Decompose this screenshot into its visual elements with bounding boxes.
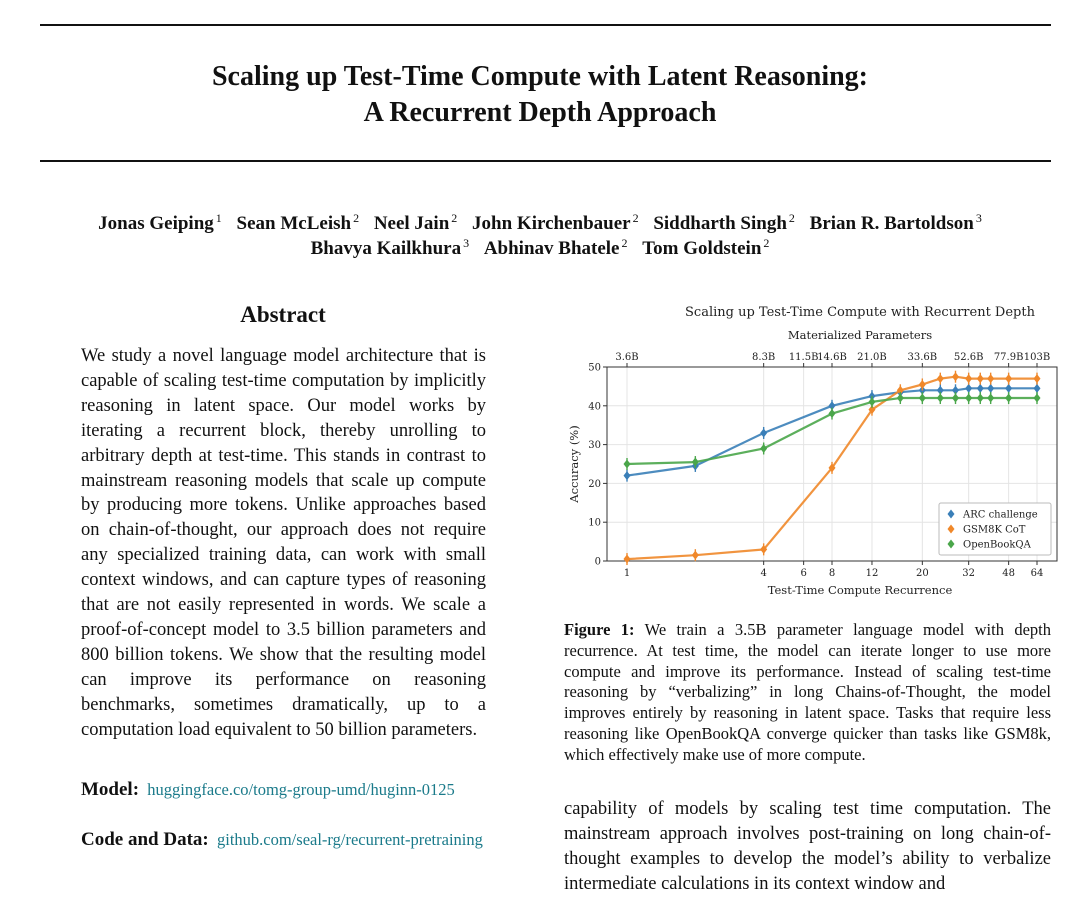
author: Neel Jain $^2$ [373,211,458,235]
x-tick-label: 32 [962,568,976,579]
data-point [760,428,767,437]
caption-text: We train a 3.5B parameter language model with depth recurrence. At test time, the model can iterate longer to use more compute and improve its performance. Instead of scaling test-time reasoning by “verbalizing” in long Chains-of-Thought, the model improves entirely by reasoning in latent space. Tasks that require less reasoning like OpenBookQA converge quicker than tasks like GSM8k, which effectively make use of more compute. [564,620,1051,764]
data-point [977,384,984,393]
data-point [937,394,944,403]
top-tick-label: 14.6B [817,352,847,363]
chart-title: Scaling up Test-Time Compute with Recurrent Depth [685,305,1035,320]
x-tick-label: 64 [1030,568,1044,579]
x-axis-label: Test-Time Compute Recurrence [767,583,953,597]
top-tick-label: 103B [1023,352,1051,363]
data-point [952,394,959,403]
top-tick-label: 11.5B [788,352,819,363]
y-axis-label: Accuracy (%) [567,425,581,503]
top-tick-label: 52.6B [953,352,984,363]
data-point [1034,384,1041,393]
body-text-column: capability of models by scaling test time computation. The mainstream approach involves post-training on long chain-of-thought examples to develop the model’s ability to verbalize intermediate calculations in its context window and [564,799,1051,894]
data-point [1005,384,1012,393]
code-link-block: Code and Data: github.com/seal-rg/recurrent-pretraining [81,829,483,850]
title-rule-top [40,24,1051,26]
data-point [1005,394,1012,403]
top-tick-label: 77.9B [993,352,1024,363]
data-point [977,394,984,403]
top-tick-label: 33.6B [907,352,938,363]
data-point [965,374,972,383]
x-tick-label: 4 [760,568,767,579]
y-tick-label: 20 [588,478,601,490]
y-tick-label: 0 [594,556,601,568]
author: Sean McLeish $^2$ [236,211,360,235]
author: Tom Goldstein $^2$ [642,236,770,260]
data-point [987,384,994,393]
data-point [977,374,984,383]
x-tick-label: 12 [865,568,879,579]
data-point [965,384,972,393]
author: Jonas Geiping $^1$ [98,211,222,235]
y-tick-label: 30 [588,440,601,452]
data-point [1005,374,1012,383]
code-link[interactable]: github.com/seal-rg/recurrent-pretraining [216,830,483,849]
top-axis-label: Materialized Parameters [787,328,933,342]
code-label: Code and Data [81,829,203,850]
y-tick-label: 50 [588,362,601,374]
author: Siddharth Singh $^2$ [653,211,795,235]
model-link[interactable]: huggingface.co/tomg-group-umd/huginn-0125 [147,780,455,799]
data-point [1034,394,1041,403]
author: Bhavya Kailkhura $^3$ [310,236,470,260]
legend-label: GSM8K CoT [963,524,1026,536]
data-point [1034,374,1041,383]
data-point [987,394,994,403]
figure-1 [560,298,1070,608]
y-tick-label: 40 [588,401,601,413]
data-point [760,444,767,453]
accuracy-chart [560,298,1070,608]
author: Brian R. Bartoldson $^3$ [809,211,982,235]
data-point [624,471,631,480]
data-point [624,460,631,469]
top-tick-label: 8.3B [752,352,776,363]
x-tick-label: 6 [800,568,807,579]
paper-title-line-1: Scaling up Test-Time Compute with Latent Reasoning: [211,61,868,92]
legend-label: OpenBookQA [963,539,1031,551]
author: Abhinav Bhatele $^2$ [483,236,628,260]
data-point [965,394,972,403]
x-tick-label: 8 [828,568,836,579]
data-point [937,374,944,383]
x-tick-label: 1 [623,568,631,579]
data-point [952,372,959,381]
figure-caption [564,620,1051,766]
top-tick-label: 3.6B [615,352,639,363]
model-label: Model [81,779,133,800]
y-tick-label: 10 [588,517,601,529]
top-tick-label: 21.0B [857,352,887,363]
data-point [919,380,926,389]
x-tick-label: 48 [1002,568,1016,579]
author: John Kirchenbauer $^2$ [472,211,639,235]
abstract-heading: Abstract [240,302,326,327]
title-rule-bottom [40,160,1051,162]
data-point [624,555,631,564]
data-point [919,394,926,403]
model-link-block: Model: huggingface.co/tomg-group-umd/huginn-0125 [81,779,455,800]
author-list-line-2 [0,231,1080,261]
legend-label: ARC challenge [963,509,1038,521]
x-tick-label: 20 [915,568,929,579]
abstract-body: We study a novel language model architecture that is capable of scaling test-time computation by implicitly reasoning in latent space. Our model works by iterating a recurrent block, thereby unrolling to arbitrary depth at test-time. This stands in contrast to mainstream reasoning models that scale up compute by producing more tokens. Unlike approaches based on chain-of-thought, our approach does not require any specialized training data, can work with small context windows, and can capture types of reasoning that are not easily represented in words. We scale a proof-of-concept model to 3.5 billion parameters and 800 billion tokens. We show that the resulting model can improve its performance on reasoning benchmarks, sometimes dramatically, up to a computation load equivalent to 50 billion parameters. [81,346,486,740]
data-point [897,394,904,403]
data-point [868,397,875,406]
paper-title-line-2: A Recurrent Depth Approach [363,97,717,128]
data-point [692,551,699,560]
data-point [829,409,836,418]
data-point [987,374,994,383]
caption-label: Figure 1: [564,620,635,639]
